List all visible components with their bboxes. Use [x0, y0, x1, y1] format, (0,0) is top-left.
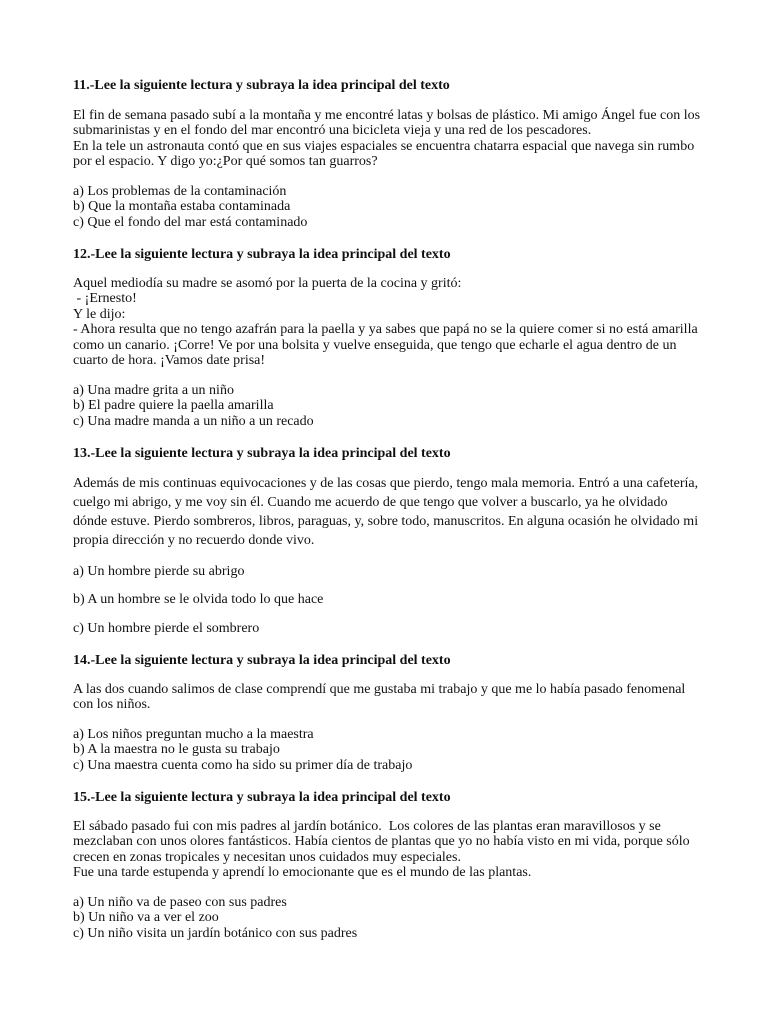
option-c[interactable]: c) Una maestra cuenta como ha sido su primer día de trabajo: [73, 757, 413, 773]
reading-passage: [73, 819, 733, 881]
passage-line: Además de mis continuas equivocaciones y de las cosas que pierdo, tengo mala memoria. Entró a una cafetería,: [73, 475, 699, 491]
option-c[interactable]: c) Un niño visita un jardín botánico con sus padres: [73, 925, 358, 941]
passage-line: dónde estuve. Pierdo sombreros, libros, paraguas, y, sobre todo, manuscritos. En alguna ocasión he olvidado mi: [73, 513, 699, 529]
option-a[interactable]: a) Los problemas de la contaminación: [73, 183, 287, 199]
option-c[interactable]: c) Una madre manda a un niño a un recado: [73, 413, 314, 429]
passage-line: - ¡Ernesto!: [73, 291, 137, 306]
passage-line: cuarto de hora. ¡Vamos date prisa!: [73, 353, 266, 368]
option-a[interactable]: a) Un niño va de paseo con sus padres: [73, 894, 287, 910]
reading-passage: [73, 276, 733, 369]
question-title: 12.-Lee la siguiente lectura y subraya la idea principal del texto: [73, 247, 451, 262]
passage-line: - Ahora resulta que no tengo azafrán para la paella y ya sabes que papá no se la quiere comer si no está amarilla: [73, 322, 698, 337]
passage-line: como un canario. ¡Corre! Ve por una bolsita y vuelve enseguida, que tengo que echarle el agua dentro de un: [73, 337, 677, 353]
answer-options: [73, 383, 733, 430]
passage-line: Y le dijo:: [73, 306, 126, 322]
option-a[interactable]: a) Los niños preguntan mucho a la maestra: [73, 726, 314, 742]
passage-line: Aquel mediodía su madre se asomó por la puerta de la cocina y gritó:: [73, 275, 462, 291]
option-b[interactable]: b) A un hombre se le olvida todo lo que hace: [73, 592, 324, 607]
passage-line: En la tele un astronauta contó que en sus viajes espaciales se encuentra chatarra espacial que navega sin rumbo: [73, 138, 695, 154]
answer-options: [73, 895, 733, 942]
question-title: 14.-Lee la siguiente lectura y subraya la idea principal del texto: [73, 653, 451, 668]
answer-options: [73, 727, 733, 774]
passage-line: El sábado pasado fui con mis padres al jardín botánico. Los colores de las plantas eran maravillosos y se: [73, 818, 661, 834]
option-a[interactable]: a) Una madre grita a un niño: [73, 382, 234, 398]
option-b[interactable]: b) Que la montaña estaba contaminada: [73, 199, 291, 214]
question-15: [73, 790, 733, 941]
option-c[interactable]: c) Que el fondo del mar está contaminado: [73, 214, 308, 230]
option-b[interactable]: b) A la maestra no le gusta su trabajo: [73, 742, 280, 757]
passage-line: mezclaban con unos olores fantásticos. Había cientos de plantas que yo no había visto en mi vida, porque sólo: [73, 834, 690, 849]
passage-line: cuelgo mi abrigo, y me voy sin él. Cuando me acuerdo de que tengo que volver a buscarlo, ya he olvidado: [73, 494, 668, 510]
passage-line: por el espacio. Y digo yo:¿Por qué somos tan guarros?: [73, 154, 378, 169]
option-c[interactable]: c) Un hombre pierde el sombrero: [73, 620, 260, 636]
question-title: 11.-Lee la siguiente lectura y subraya la idea principal del texto: [73, 78, 450, 93]
question-11: [73, 78, 733, 230]
passage-line: El fin de semana pasado subí a la montaña y me encontré latas y bolsas de plástico. Mi amigo Ángel fue con los: [73, 107, 701, 123]
question-title: 13.-Lee la siguiente lectura y subraya la idea principal del texto: [73, 446, 451, 461]
answer-options: [73, 184, 733, 231]
answer-options: [73, 564, 733, 637]
reading-passage: [73, 108, 733, 170]
option-b[interactable]: b) Un niño va a ver el zoo: [73, 910, 219, 925]
passage-line: propia dirección y no recuerdo donde vivo.: [73, 532, 315, 548]
reading-passage: [73, 682, 733, 713]
reading-passage: [73, 474, 733, 550]
option-b[interactable]: b) El padre quiere la paella amarilla: [73, 398, 274, 413]
passage-line: submarinistas y en el fondo del mar encontró una bicicleta vieja y una red de los pescadores.: [73, 123, 592, 138]
passage-line: A las dos cuando salimos de clase comprendí que me gustaba mi trabajo y que me lo había pasado fenomenal: [73, 681, 686, 697]
question-13: [73, 446, 733, 636]
option-a[interactable]: a) Un hombre pierde su abrigo: [73, 563, 245, 579]
passage-line: crecen en zonas tropicales y necesitan unos cuidados muy especiales.: [73, 849, 461, 865]
worksheet: [73, 78, 733, 941]
question-12: [73, 247, 733, 429]
question-14: [73, 653, 733, 773]
question-title: 15.-Lee la siguiente lectura y subraya la idea principal del texto: [73, 790, 451, 805]
passage-line: con los niños.: [73, 697, 151, 712]
passage-line: Fue una tarde estupenda y aprendí lo emocionante que es el mundo de las plantas.: [73, 865, 532, 880]
